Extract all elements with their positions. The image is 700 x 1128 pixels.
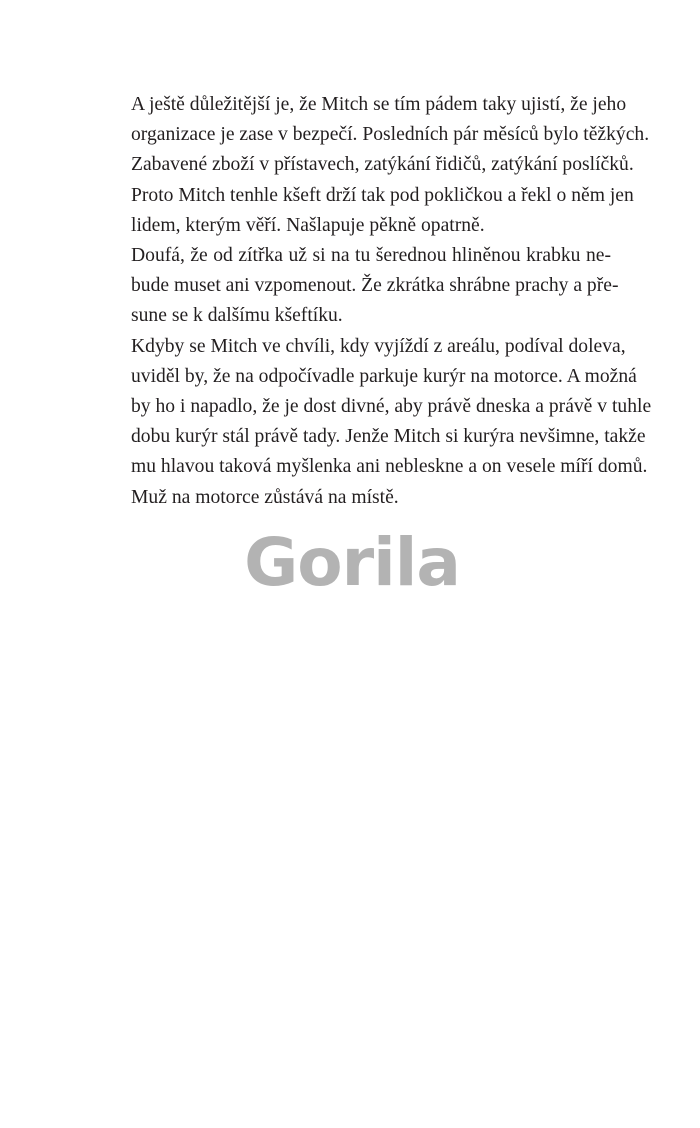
text-line: Doufá, že od zítřka už si na tu šerednou hliněnou krabku ne- — [131, 245, 611, 267]
text-line: bude muset ani vzpomenout. Že zkrátka shrábne prachy a pře- — [131, 275, 619, 297]
paragraph-2 — [89, 241, 619, 332]
paragraph-3 — [89, 332, 652, 483]
gorila-watermark-logo: Gorila — [244, 524, 460, 601]
body-text — [89, 90, 652, 513]
paragraph-1 — [89, 90, 650, 241]
paragraph-4 — [89, 483, 611, 513]
text-line: Proto Mitch tenhle kšeft drží tak pod pokličkou a řekl o něm jen — [131, 184, 634, 206]
text-line: Zabavené zboží v přístavech, zatýkání řidičů, zatýkání poslíčků. — [131, 154, 634, 176]
text-line: uviděl by, že na odpočívadle parkuje kurýr na motorce. A možná — [131, 365, 637, 387]
text-line: Kdyby se Mitch ve chvíli, kdy vyjíždí z areálu, podíval doleva, — [131, 335, 626, 357]
text-line: by ho i napadlo, že je dost divné, aby právě dneska a právě v tuhle — [131, 396, 652, 418]
text-line: mu hlavou taková myšlenka ani nebleskne a on vesele míří domů. — [131, 456, 648, 478]
text-line: sune se k dalšímu kšeftíku. — [131, 305, 343, 327]
text-line: Muž na motorce zůstává na místě. — [131, 486, 399, 508]
text-line: lidem, kterým věří. Našlapuje pěkně opatrně. — [131, 214, 485, 236]
text-line: A ještě důležitější je, že Mitch se tím pádem taky ujistí, že jeho — [131, 94, 627, 115]
text-line: organizace je zase v bezpečí. Posledních pár měsíců bylo těžkých. — [131, 124, 650, 146]
text-line: dobu kurýr stál právě tady. Jenže Mitch si kurýra nevšimne, takže — [131, 426, 646, 448]
